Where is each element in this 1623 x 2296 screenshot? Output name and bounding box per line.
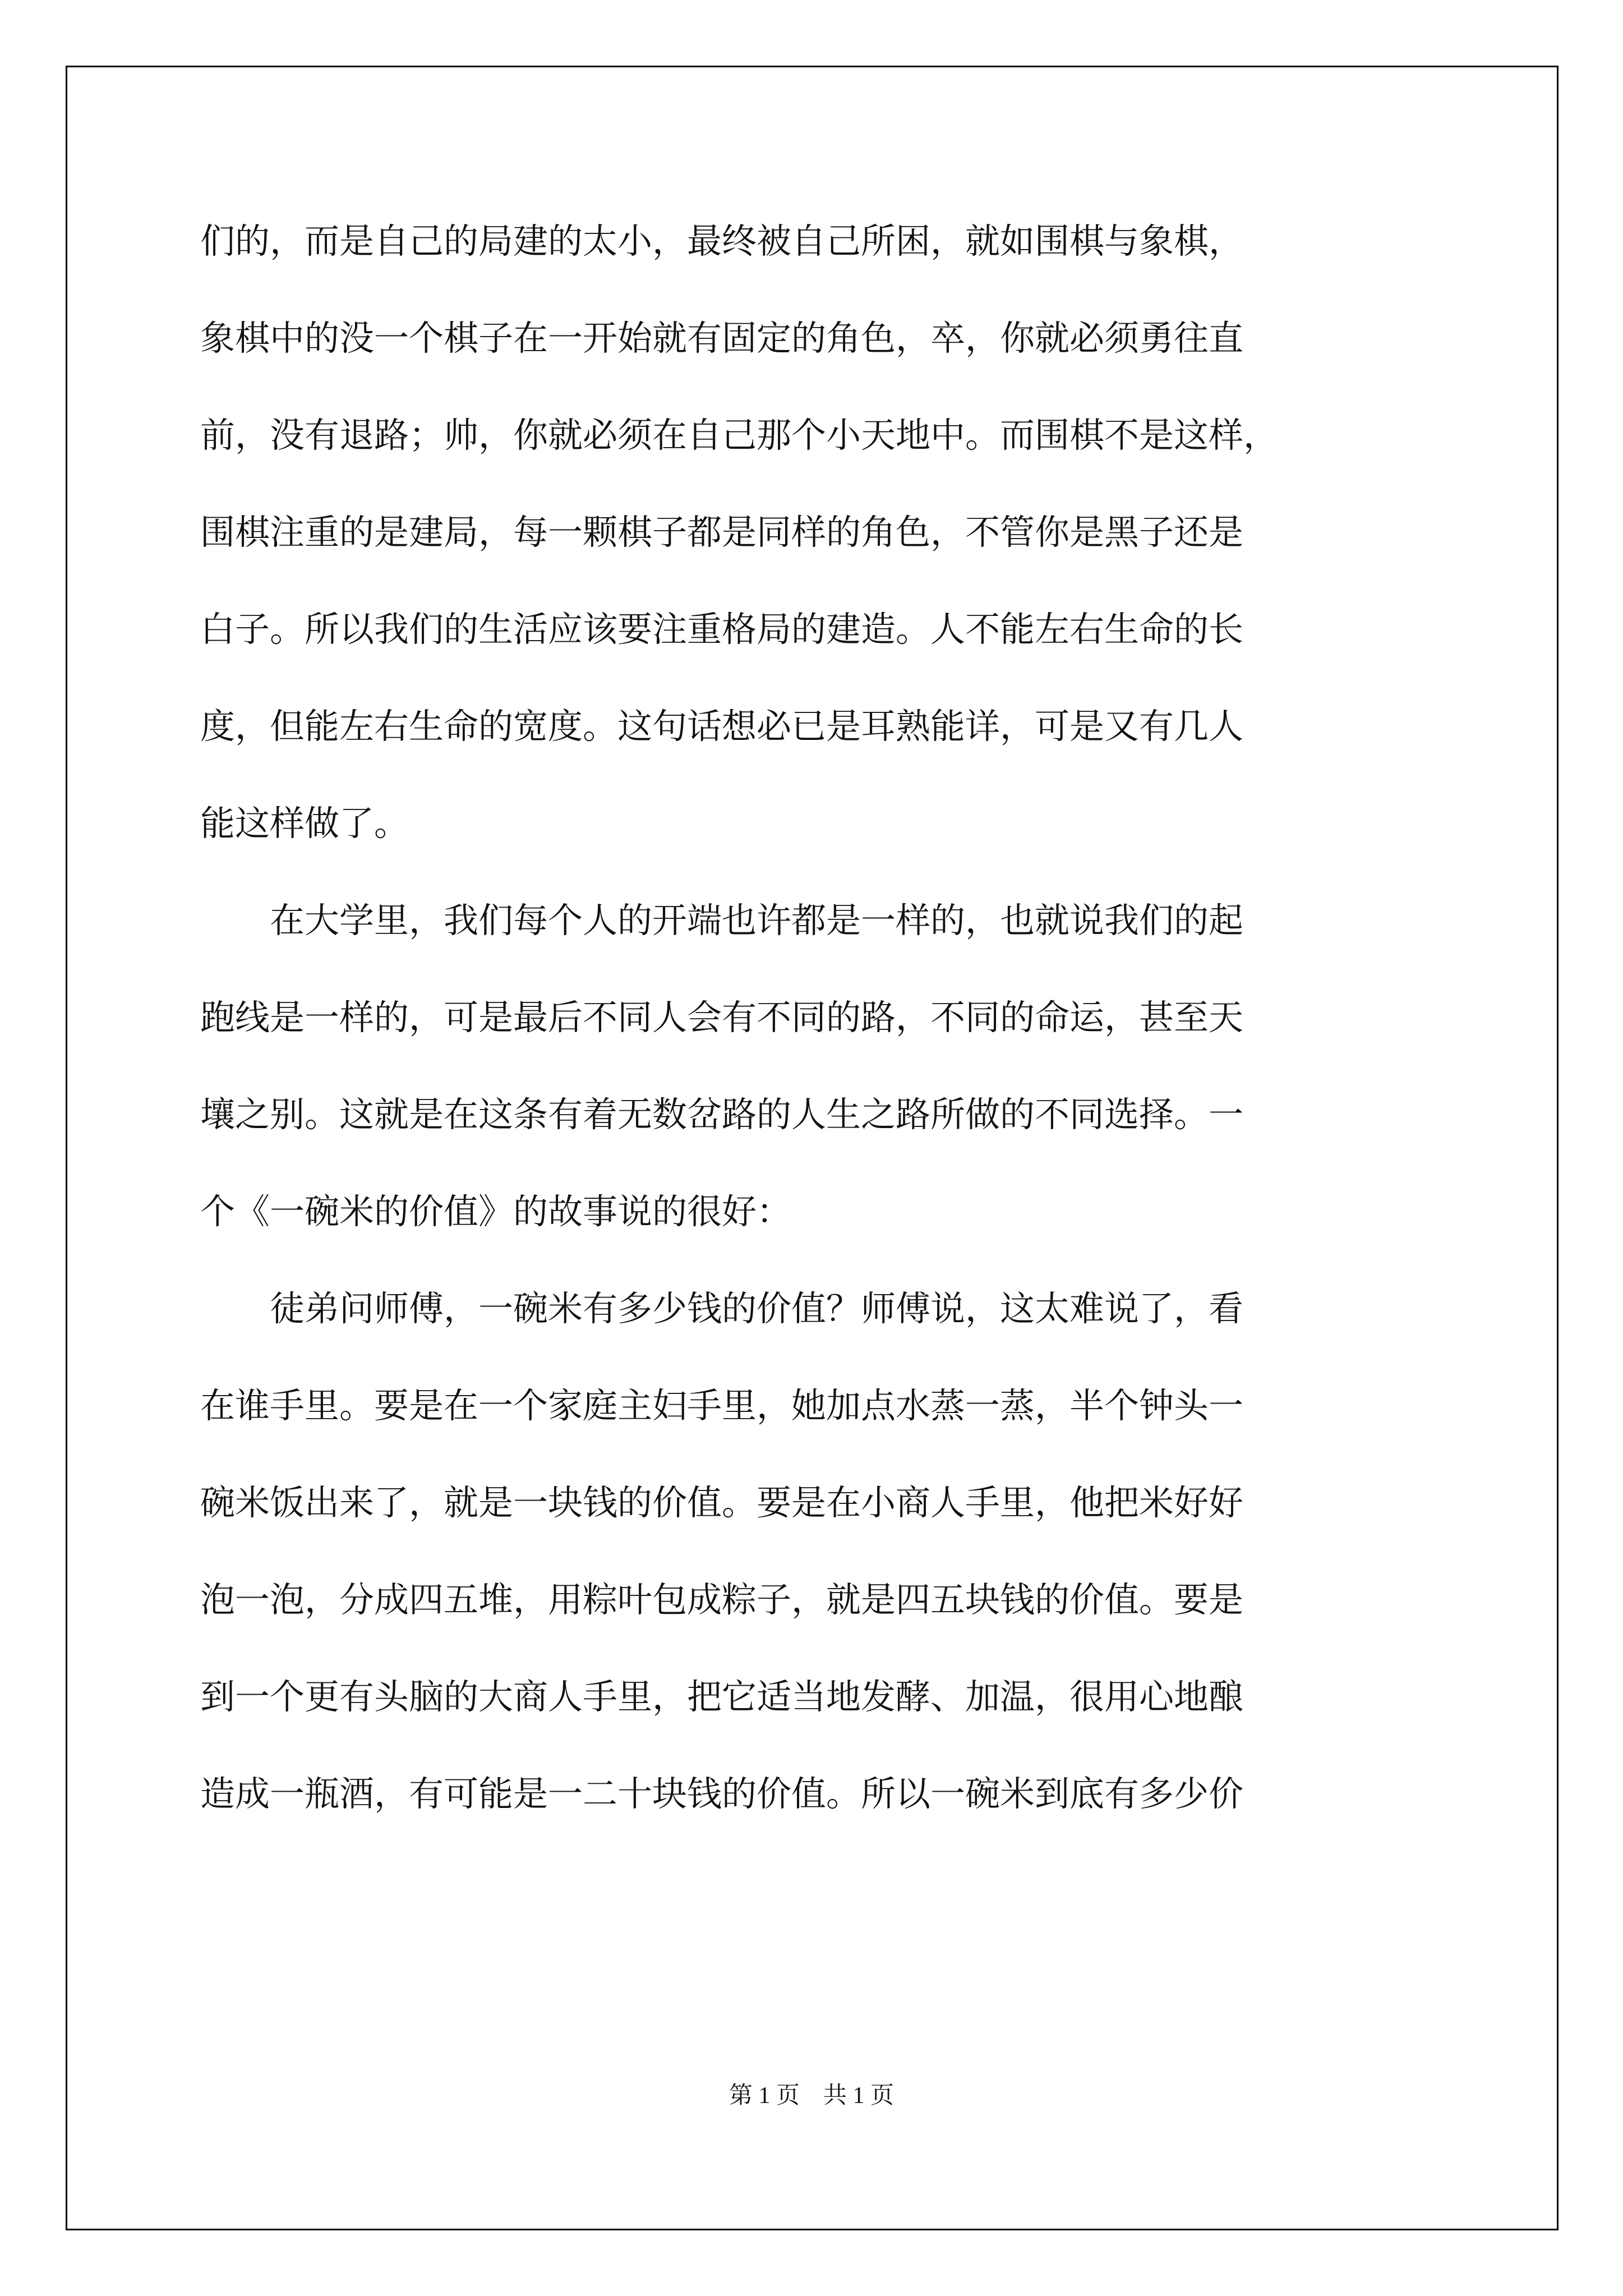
text-line: 能这样做了。: [200, 803, 409, 844]
text-line: 徒弟问师傅，一碗米有多少钱的价值？师傅说，这太难说了，看: [200, 1288, 1244, 1329]
text-line: 到一个更有头脑的大商人手里，把它适当地发酵、加温，很用心地酿: [200, 1676, 1244, 1717]
text-line: 壤之别。这就是在这条有着无数岔路的人生之路所做的不同选择。一: [200, 1094, 1244, 1135]
text-line: 象棋中的没一个棋子在一开始就有固定的角色，卒，你就必须勇往直: [200, 318, 1244, 358]
text-line: 白子。所以我们的生活应该要注重格局的建造。人不能左右生命的长: [200, 609, 1244, 650]
text-line: 碗米饭出来了，就是一块钱的价值。要是在小商人手里，他把米好好: [200, 1482, 1244, 1523]
text-line: 在大学里，我们每个人的开端也许都是一样的，也就说我们的起: [200, 900, 1244, 941]
text-line: 度，但能左右生命的宽度。这句话想必已是耳熟能详，可是又有几人: [200, 706, 1244, 747]
text-line: 在谁手里。要是在一个家庭主妇手里，她加点水蒸一蒸，半个钟头一: [200, 1385, 1244, 1426]
text-line: 泡一泡，分成四五堆，用粽叶包成粽子，就是四五块钱的价值。要是: [200, 1579, 1244, 1620]
document-body: [200, 213, 1434, 1863]
text-line: 造成一瓶酒，有可能是一二十块钱的价值。所以一碗米到底有多少价: [200, 1773, 1244, 1814]
text-line: 个《一碗米的价值》的故事说的很好：: [200, 1191, 792, 1232]
text-line: 围棋注重的是建局，每一颗棋子都是同样的角色，不管你是黑子还是: [200, 512, 1244, 553]
text-line: 跑线是一样的，可是最后不同人会有不同的路，不同的命运，甚至天: [200, 997, 1244, 1038]
page-footer: 第 1 页 共 1 页: [728, 2083, 894, 2109]
text-line: 前，没有退路；帅，你就必须在自己那个小天地中。而围棋不是这样，: [200, 415, 1279, 455]
text-line: 们的，而是自己的局建的太小，最终被自己所困，就如围棋与象棋，: [200, 220, 1244, 261]
